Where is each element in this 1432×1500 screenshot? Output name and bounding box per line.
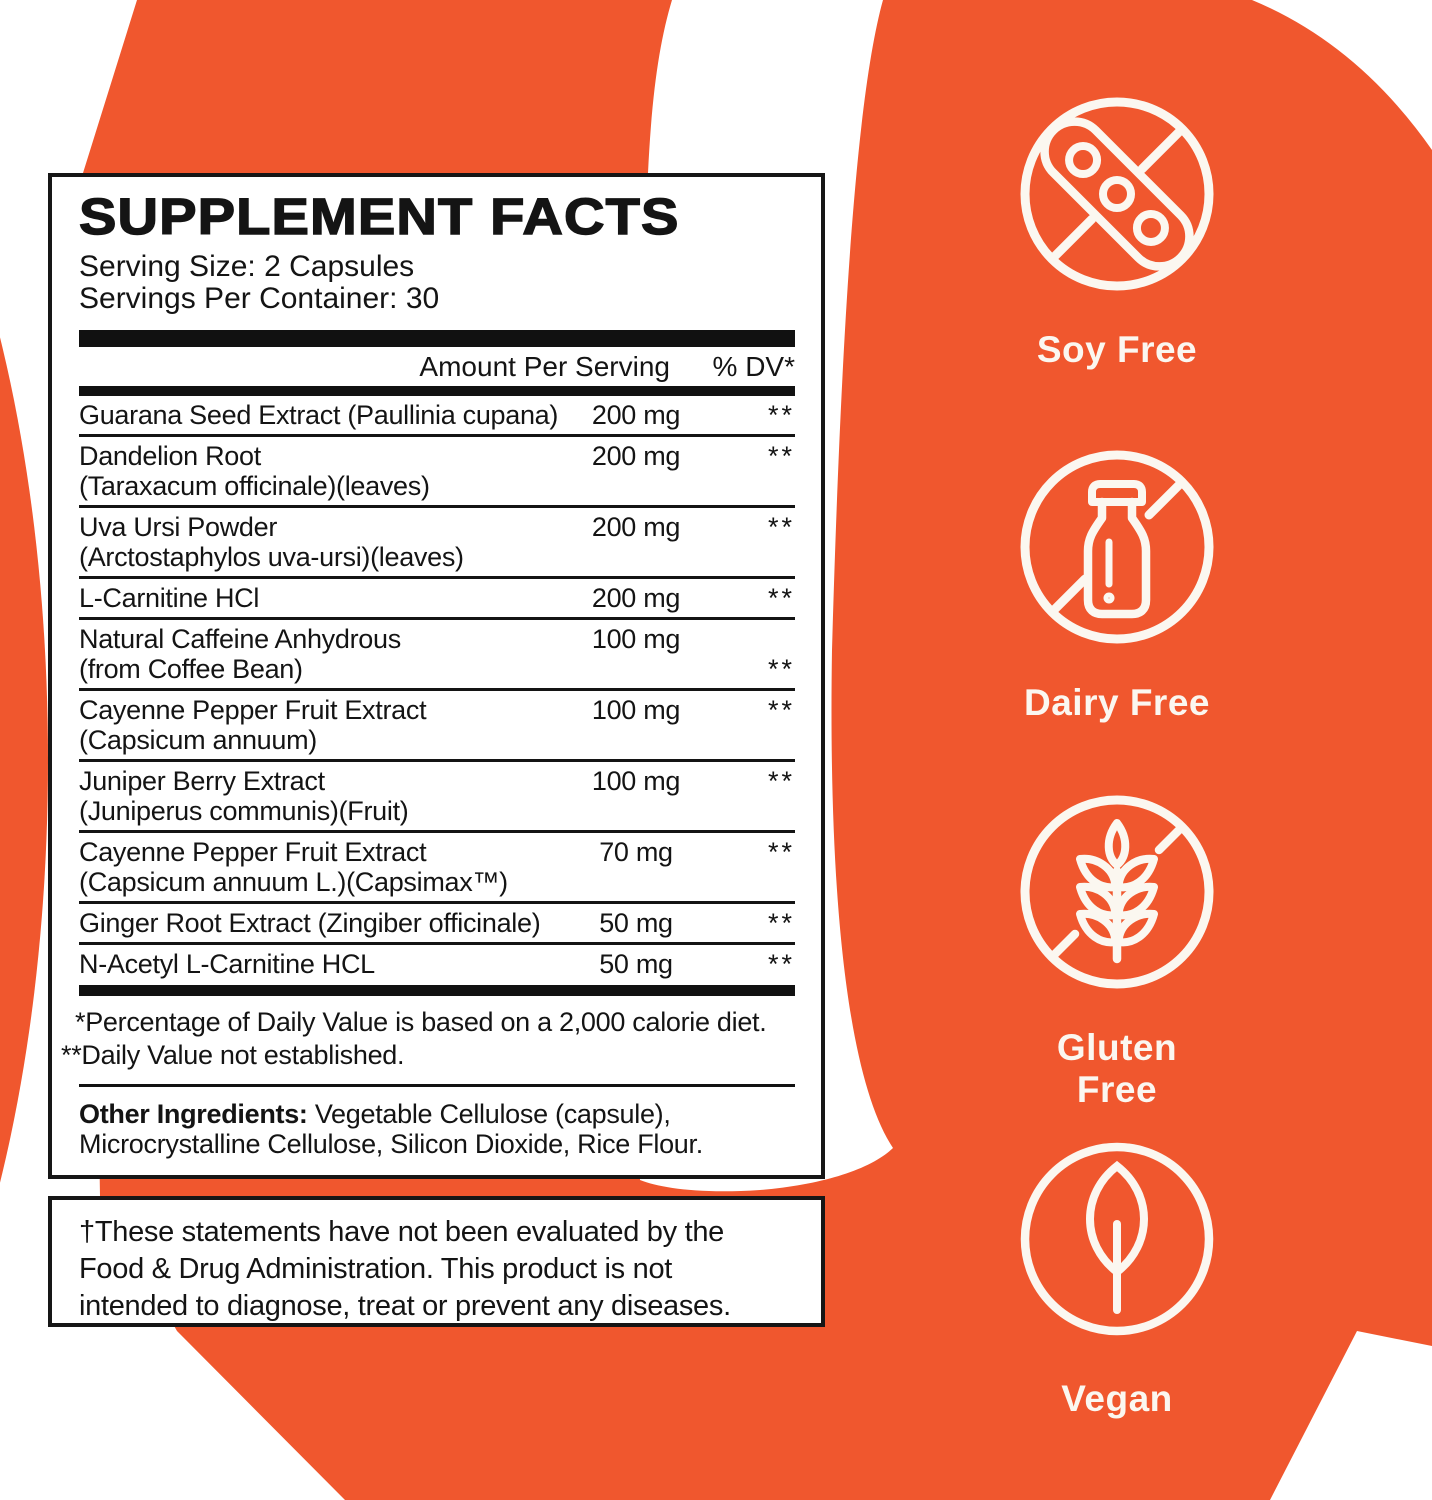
ingredient-name: Natural Caffeine Anhydrous (from Coffee Bean) xyxy=(79,624,401,684)
badge-soy-free-label: Soy Free xyxy=(1036,329,1198,370)
divider-thick-bottom xyxy=(79,985,795,996)
ingredient-dv: ** xyxy=(767,583,795,613)
ingredient-dv: ** xyxy=(767,441,795,471)
ingredient-amount: 70 mg xyxy=(599,837,673,867)
badge-gluten-free xyxy=(1012,787,1222,1111)
soy-free-icon xyxy=(1012,89,1222,299)
ingredient-row xyxy=(79,396,795,434)
ingredient-row xyxy=(79,901,795,942)
ingredient-name: Uva Ursi Powder (Arctostaphylos uva-ursi)(leaves) xyxy=(79,512,464,572)
ingredient-amount: 50 mg xyxy=(599,908,673,938)
ingredient-row xyxy=(79,942,795,983)
ingredient-amount: 200 mg xyxy=(591,400,681,430)
divider-thick-top xyxy=(79,330,795,347)
disclaimer-text: †These statements have not been evaluated by the Food & Drug Administration. This product is not intended to diagnose, treat or prevent any diseases. xyxy=(79,1216,731,1322)
badge-soy-free xyxy=(1012,89,1222,371)
ingredient-name: L-Carnitine HCl xyxy=(79,583,260,613)
other-ingredients xyxy=(79,1099,795,1159)
ingredient-amount: 50 mg xyxy=(599,949,673,979)
badge-dairy-free-label: Dairy Free xyxy=(1024,682,1210,723)
servings-per-container: Servings Per Container: 30 xyxy=(79,282,440,315)
ingredient-name: Cayenne Pepper Fruit Extract (Capsicum annuum) xyxy=(79,695,427,755)
divider-under-header xyxy=(79,386,795,396)
ingredient-amount: 100 mg xyxy=(591,624,681,654)
ingredient-dv: ** xyxy=(767,695,795,725)
ingredient-name: N-Acetyl L-Carnitine HCL xyxy=(79,949,375,979)
disclaimer-box xyxy=(48,1196,825,1327)
badge-vegan xyxy=(1012,1134,1222,1420)
dv-column-header: % DV* xyxy=(712,351,795,382)
ingredient-dv: ** xyxy=(767,766,795,796)
gluten-free-icon xyxy=(1012,787,1222,997)
badge-dairy-free xyxy=(1012,442,1222,724)
ingredient-row xyxy=(79,617,795,688)
ingredient-name: Juniper Berry Extract (Juniperus communis)(Fruit) xyxy=(79,766,409,826)
ingredient-row xyxy=(79,688,795,759)
supplement-facts-panel xyxy=(48,173,825,1179)
ingredient-dv: ** xyxy=(767,949,795,979)
ingredient-amount: 100 mg xyxy=(591,766,681,796)
ingredient-name: Guarana Seed Extract (Paullinia cupana) xyxy=(79,400,559,430)
ingredient-row xyxy=(79,576,795,617)
other-ingredients-label: Other Ingredients: xyxy=(79,1099,308,1129)
ingredient-name: Cayenne Pepper Fruit Extract (Capsicum annuum L.)(Capsimax™) xyxy=(79,837,508,897)
vegan-icon xyxy=(1012,1134,1222,1344)
dairy-free-icon xyxy=(1012,442,1222,652)
ingredient-amount: 200 mg xyxy=(591,583,681,613)
footnote-daily-value: *Percentage of Daily Value is based on a 2,000 calorie diet. xyxy=(75,1007,767,1037)
ingredient-name: Dandelion Root (Taraxacum officinale)(leaves) xyxy=(79,441,430,501)
table-header-row xyxy=(79,353,795,381)
ingredient-dv: ** xyxy=(767,908,795,938)
ingredient-amount: 100 mg xyxy=(591,695,681,725)
ingredient-dv: ** xyxy=(767,400,795,430)
other-ingredients-text: Vegetable Cellulose (capsule), Microcrystalline Cellulose, Silicon Dioxide, Rice Flour. xyxy=(79,1099,703,1159)
ingredient-dv: ** xyxy=(767,512,795,542)
serving-size: Serving Size: 2 Capsules xyxy=(79,250,415,283)
ingredient-amount: 200 mg xyxy=(591,512,681,542)
badge-gluten-free-label: Gluten Free xyxy=(1056,1027,1178,1110)
ingredient-dv: ** xyxy=(767,654,795,684)
ingredient-row xyxy=(79,759,795,830)
amount-column-header: Amount Per Serving xyxy=(419,351,670,382)
footnote-not-established: **Daily Value not established. xyxy=(61,1040,405,1070)
panel-title: SUPPLEMENT FACTS xyxy=(79,188,680,245)
ingredient-row xyxy=(79,505,795,576)
left-crescent-shape xyxy=(0,0,48,1500)
ingredient-row xyxy=(79,830,795,901)
badge-vegan-label: Vegan xyxy=(1061,1378,1173,1419)
divider-thin xyxy=(79,1084,795,1087)
ingredient-dv: ** xyxy=(767,837,795,867)
ingredient-table xyxy=(79,396,795,983)
ingredient-amount: 200 mg xyxy=(591,441,681,471)
ingredient-name: Ginger Root Extract (Zingiber officinale) xyxy=(79,908,541,938)
ingredient-row xyxy=(79,434,795,505)
